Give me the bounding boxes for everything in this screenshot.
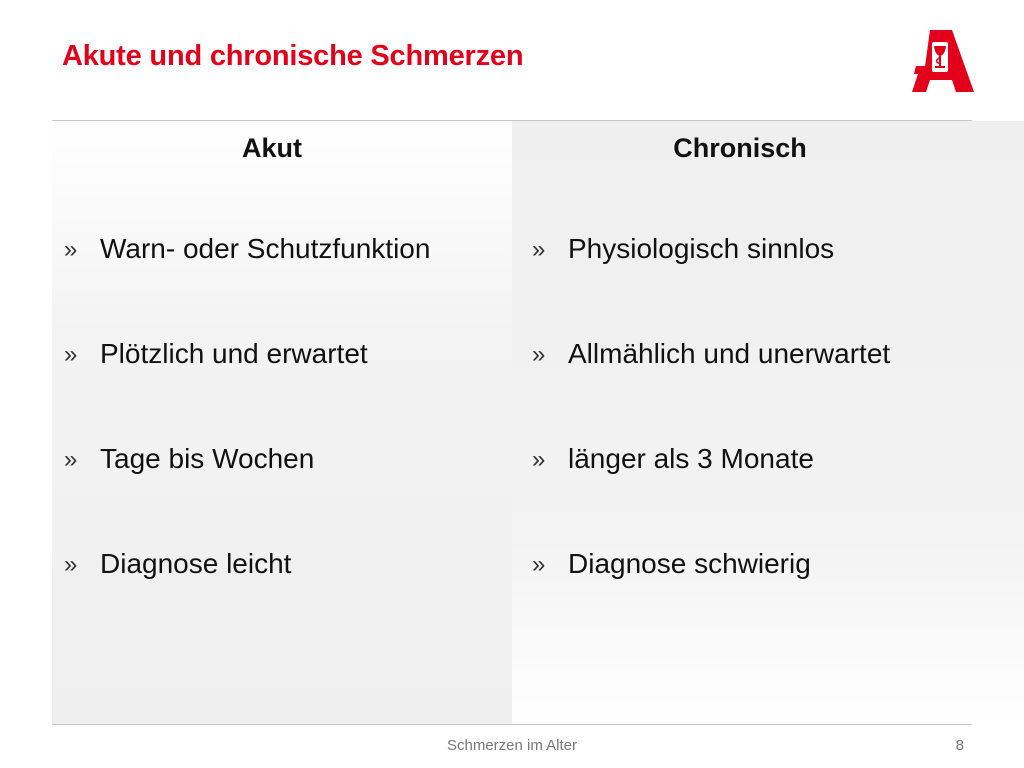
bottom-divider — [52, 724, 972, 725]
column-akut — [52, 121, 512, 724]
bullet-icon: » — [532, 341, 546, 368]
akut-list — [64, 233, 430, 653]
list-item — [64, 233, 430, 338]
list-item — [532, 233, 890, 338]
list-item-text: Allmählich und unerwartet — [568, 338, 891, 369]
list-item — [64, 548, 430, 653]
list-item — [64, 338, 430, 443]
bullet-icon: » — [532, 551, 546, 578]
list-item-text: Diagnose leicht — [100, 548, 292, 579]
list-item-text: länger als 3 Monate — [568, 443, 814, 474]
list-item — [532, 338, 890, 443]
page-number: 8 — [955, 737, 964, 754]
bullet-icon: » — [64, 341, 78, 368]
list-item — [532, 548, 890, 653]
list-item-text: Diagnose schwierig — [568, 548, 811, 579]
chronisch-list — [532, 233, 890, 653]
slide-title: Akute und chronische Schmerzen — [62, 40, 524, 72]
footer-title: Schmerzen im Alter — [446, 737, 578, 754]
column-heading-chronisch: Chronisch — [673, 133, 807, 163]
list-item-text: Physiologisch sinnlos — [568, 233, 835, 264]
column-heading-akut: Akut — [242, 133, 302, 163]
list-item-text: Tage bis Wochen — [100, 443, 315, 474]
bullet-icon: » — [64, 236, 78, 263]
bullet-icon: » — [64, 551, 78, 578]
column-chronisch — [512, 121, 1024, 724]
list-item — [64, 443, 430, 548]
bullet-icon: » — [532, 236, 546, 263]
bullet-icon: » — [532, 446, 546, 473]
bullet-icon: » — [64, 446, 78, 473]
list-item-text: Warn- oder Schutzfunktion — [100, 233, 431, 264]
list-item-text: Plötzlich und erwartet — [100, 338, 368, 369]
apotheke-a-logo-icon — [908, 28, 978, 98]
list-item — [532, 443, 890, 548]
